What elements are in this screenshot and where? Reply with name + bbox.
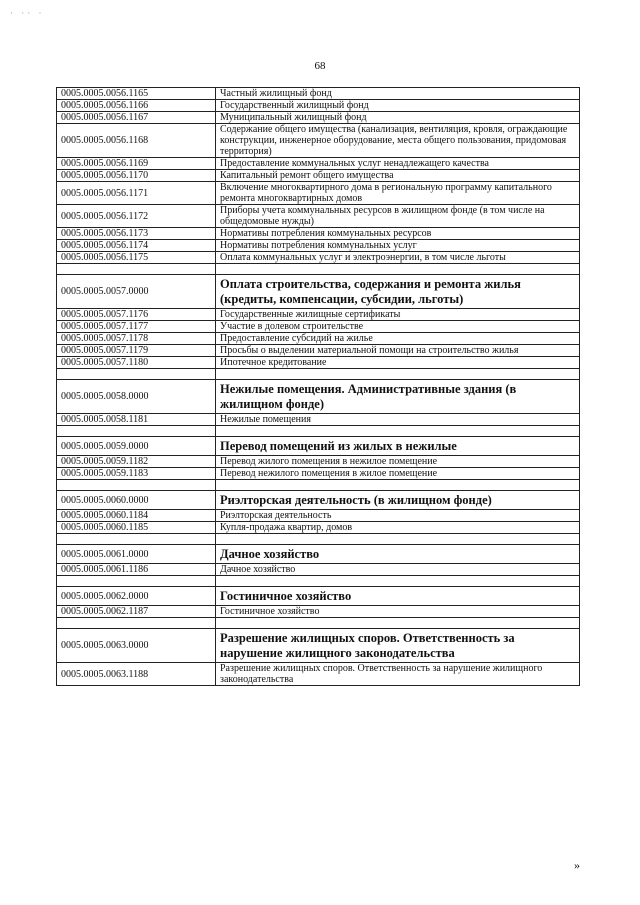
table-row [57, 510, 580, 522]
spacer-row [57, 618, 580, 629]
continuation-mark: » [574, 858, 580, 872]
spacer-cell [216, 576, 580, 587]
code-cell: 0005.0005.0060.0000 [57, 491, 216, 510]
code-cell: 0005.0005.0059.1182 [57, 456, 216, 468]
section-title-cell: Перевод помещений из жилых в нежилые [216, 437, 580, 456]
spacer-cell [57, 426, 216, 437]
page-number: 68 [314, 60, 326, 72]
code-cell: 0005.0005.0056.1166 [57, 100, 216, 112]
table-row [57, 205, 580, 228]
spacer-cell [216, 534, 580, 545]
spacer-cell [57, 264, 216, 275]
table-row [57, 158, 580, 170]
code-cell: 0005.0005.0056.1174 [57, 240, 216, 252]
section-title-cell: Разрешение жилищных споров. Ответственность за нарушение жилищного законодательства [216, 629, 580, 663]
spacer-cell [57, 576, 216, 587]
code-cell: 0005.0005.0059.0000 [57, 437, 216, 456]
spacer-cell [216, 369, 580, 380]
code-cell: 0005.0005.0056.1165 [57, 88, 216, 100]
table-row [57, 321, 580, 333]
description-cell: Гостиничное хозяйство [216, 606, 580, 618]
table-row [57, 345, 580, 357]
table-row [57, 564, 580, 576]
table-row [57, 468, 580, 480]
table-row [57, 112, 580, 124]
code-cell: 0005.0005.0056.1171 [57, 182, 216, 205]
description-cell: Государственный жилищный фонд [216, 100, 580, 112]
description-cell: Государственные жилищные сертификаты [216, 309, 580, 321]
code-cell: 0005.0005.0056.1168 [57, 124, 216, 158]
description-cell: Нормативы потребления коммунальных услуг [216, 240, 580, 252]
description-cell: Просьбы о выделении материальной помощи на строительство жилья [216, 345, 580, 357]
table-row [57, 170, 580, 182]
spacer-row [57, 480, 580, 491]
code-cell: 0005.0005.0057.1178 [57, 333, 216, 345]
code-cell: 0005.0005.0056.1169 [57, 158, 216, 170]
spacer-cell [57, 618, 216, 629]
spacer-row [57, 369, 580, 380]
code-cell: 0005.0005.0058.0000 [57, 380, 216, 414]
code-cell: 0005.0005.0056.1172 [57, 205, 216, 228]
spacer-cell [216, 426, 580, 437]
spacer-cell [216, 618, 580, 629]
description-cell: Включение многоквартирного дома в региональную программу капитального ремонта многоквартирных домов [216, 182, 580, 205]
table-row [57, 456, 580, 468]
table-row [57, 228, 580, 240]
section-title-cell: Оплата строительства, содержания и ремонта жилья (кредиты, компенсации, субсидии, льготы) [216, 275, 580, 309]
classifier-table [56, 87, 580, 686]
code-cell: 0005.0005.0057.1176 [57, 309, 216, 321]
description-cell: Оплата коммунальных услуг и электроэнергии, в том числе льготы [216, 252, 580, 264]
table-row [57, 88, 580, 100]
code-cell: 0005.0005.0057.1179 [57, 345, 216, 357]
table-row [57, 124, 580, 158]
section-heading-row [57, 380, 580, 414]
section-heading-row [57, 491, 580, 510]
code-cell: 0005.0005.0062.0000 [57, 587, 216, 606]
spacer-row [57, 264, 580, 275]
spacer-cell [216, 264, 580, 275]
code-cell: 0005.0005.0063.1188 [57, 663, 216, 686]
description-cell: Предоставление коммунальных услуг ненадлежащего качества [216, 158, 580, 170]
table-row [57, 606, 580, 618]
section-heading-row [57, 275, 580, 309]
table-row [57, 252, 580, 264]
description-cell: Частный жилищный фонд [216, 88, 580, 100]
description-cell: Муниципальный жилищный фонд [216, 112, 580, 124]
description-cell: Дачное хозяйство [216, 564, 580, 576]
table-row [57, 357, 580, 369]
table-row [57, 522, 580, 534]
table-row [57, 333, 580, 345]
description-cell: Купля-продажа квартир, домов [216, 522, 580, 534]
spacer-row [57, 576, 580, 587]
description-cell: Содержание общего имущества (канализация, вентиляция, кровля, ограждающие конструкции, инженерное оборудование, места общего пользования, придомовая территория) [216, 124, 580, 158]
section-heading-row [57, 545, 580, 564]
table-row [57, 663, 580, 686]
spacer-cell [57, 534, 216, 545]
code-cell: 0005.0005.0057.0000 [57, 275, 216, 309]
description-cell: Разрешение жилищных споров. Ответственность за нарушение жилищного законодательства [216, 663, 580, 686]
spacer-cell [216, 480, 580, 491]
description-cell: Перевод нежилого помещения в жилое помещение [216, 468, 580, 480]
description-cell: Предоставление субсидий на жилье [216, 333, 580, 345]
section-heading-row [57, 629, 580, 663]
code-cell: 0005.0005.0062.1187 [57, 606, 216, 618]
code-cell: 0005.0005.0056.1175 [57, 252, 216, 264]
section-heading-row [57, 437, 580, 456]
description-cell: Риэлторская деятельность [216, 510, 580, 522]
spacer-row [57, 426, 580, 437]
classifier-table-body [57, 88, 580, 686]
description-cell: Участие в долевом строительстве [216, 321, 580, 333]
table-row [57, 240, 580, 252]
section-title-cell: Нежилые помещения. Административные здания (в жилищном фонде) [216, 380, 580, 414]
section-title-cell: Дачное хозяйство [216, 545, 580, 564]
description-cell: Нормативы потребления коммунальных ресурсов [216, 228, 580, 240]
code-cell: 0005.0005.0061.1186 [57, 564, 216, 576]
scan-artifact-marks: · ·· · [10, 8, 45, 18]
code-cell: 0005.0005.0059.1183 [57, 468, 216, 480]
table-row [57, 309, 580, 321]
description-cell: Нежилые помещения [216, 414, 580, 426]
section-title-cell: Риэлторская деятельность (в жилищном фонде) [216, 491, 580, 510]
description-cell: Перевод жилого помещения в нежилое помещение [216, 456, 580, 468]
spacer-cell [57, 480, 216, 491]
spacer-row [57, 534, 580, 545]
code-cell: 0005.0005.0056.1167 [57, 112, 216, 124]
code-cell: 0005.0005.0061.0000 [57, 545, 216, 564]
code-cell: 0005.0005.0056.1173 [57, 228, 216, 240]
table-row [57, 414, 580, 426]
table-row [57, 182, 580, 205]
code-cell: 0005.0005.0057.1177 [57, 321, 216, 333]
spacer-cell [57, 369, 216, 380]
section-title-cell: Гостиничное хозяйство [216, 587, 580, 606]
description-cell: Приборы учета коммунальных ресурсов в жилищном фонде (в том числе на общедомовые нужды) [216, 205, 580, 228]
code-cell: 0005.0005.0060.1184 [57, 510, 216, 522]
description-cell: Ипотечное кредитование [216, 357, 580, 369]
code-cell: 0005.0005.0060.1185 [57, 522, 216, 534]
code-cell: 0005.0005.0056.1170 [57, 170, 216, 182]
section-heading-row [57, 587, 580, 606]
table-row [57, 100, 580, 112]
code-cell: 0005.0005.0058.1181 [57, 414, 216, 426]
description-cell: Капитальный ремонт общего имущества [216, 170, 580, 182]
code-cell: 0005.0005.0057.1180 [57, 357, 216, 369]
code-cell: 0005.0005.0063.0000 [57, 629, 216, 663]
